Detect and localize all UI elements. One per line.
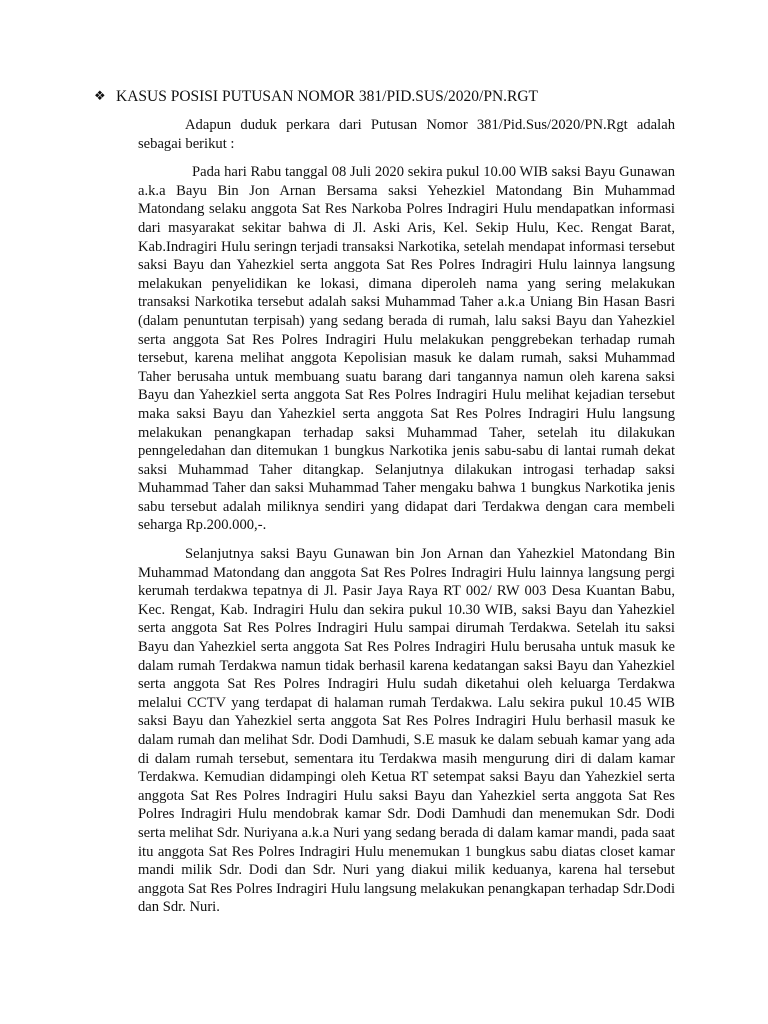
paragraph-intro: Adapun duduk perkara dari Putusan Nomor 381/Pid.Sus/2020/PN.Rgt adalah sebagai berikut : <box>138 117 675 152</box>
paragraph-first-event: Pada hari Rabu tanggal 08 Juli 2020 sekira pukul 10.00 WIB saksi Bayu Gunawan a.k.a Bayu Bin Jon Arnan Bersama saksi Yehezkiel Matondang Bin Muhammad Matondang selaku anggota Sat Res Narkoba Polres Indragiri Hulu mendapatkan informasi dari masyarakat sekitar bahwa di Jl. Aski Aris, Kel. Sekip Hulu, Kec. Rengat Barat, Kab.Indragiri Hulu seringn terjadi transaksi Narkotika, setelah mendapat informasi tersebut saksi Bayu dan Yahezkiel serta anggota Sat Res Polres Indragiri Hulu lainnya langsung melakukan penyelidikan ke lokasi, dimana diperoleh nama yang sering melakukan transaksi Narkotika tersebut adalah saksi Muhammad Taher a.k.a Uniang Bin Hasan Basri (dalam penuntutan terpisah) yang sedang berada di rumah, lalu saksi Bayu dan Yahezkiel serta anggota Sat Res Polres Indragiri Hulu melakukan penggrebekan terhadap rumah tersebut, karena melihat anggota Kepolisian masuk ke dalam rumah, saksi Muhammad Taher berusaha untuk membuang suatu barang dari tangannya namun oleh karena saksi Bayu dan Yahezkiel serta anggota Sat Res Polres Indragiri Hulu melihat kejadian tersebut maka saksi Bayu dan Yahezkiel serta anggota Sat Res Polres Indragiri Hulu langsung melakukan penangkapan terhadap saksi Muhammad Taher, setelah itu dilakukan penngeledahan dan ditemukan 1 bungkus Narkotika jenis sabu-sabu di lantai rumah dekat saksi Muhammad Taher ditangkap. Selanjutnya dilakukan introgasi terhadap saksi Muhammad Taher dan saksi Muhammad Taher mengaku bahwa 1 bungkus Narkotika jenis sabu tersebut adalah miliknya sendiri yang didapat dari Terdakwa dengan cara membeli seharga Rp.200.000,-. <box>138 164 675 534</box>
diamond-bullet-icon: ❖ <box>94 88 106 103</box>
paragraph-second-event: Selanjutnya saksi Bayu Gunawan bin Jon Arnan dan Yahezkiel Matondang Bin Muhammad Matondang dan anggota Sat Res Polres Indragiri Hulu lainnya langsung pergi kerumah terdakwa tepatnya di Jl. Pasir Jaya Raya RT 002/ RW 003 Desa Kuantan Babu, Kec. Rengat, Kab. Indragiri Hulu dan sekira pukul 10.30 WIB, saksi Bayu dan Yahezkiel serta anggota Sat Res Polres Indragiri Hulu sampai dirumah Terdakwa. Setelah itu saksi Bayu dan Yahezkiel serta anggota Sat Res Polres Indragiri Hulu berusaha untuk masuk ke dalam rumah Terdakwa namun tidak berhasil karena kedatangan saksi Bayu dan Yahezkiel serta anggota Sat Res Polres Indragiri Hulu sudah diketahui oleh keluarga Terdakwa melalui CCTV yang terdapat di halaman rumah Terdakwa. Lalu sekira pukul 10.45 WIB saksi Bayu dan Yahezkiel serta anggota Sat Res Polres Indragiri Hulu berhasil masuk ke dalam rumah dan melihat Sdr. Dodi Damhudi, S.E masuk ke dalam sebuah kamar yang ada di dalam rumah tersebut, sementara itu Terdakwa masih mengurung diri di dalam kamar Terdakwa. Kemudian didampingi oleh Ketua RT setempat saksi Bayu dan Yahezkiel serta anggota Sat Res Polres Indragiri Hulu saksi Bayu dan Yahezkiel serta anggota Sat Res Polres Indragiri Hulu mendobrak kamar Sdr. Dodi Damhudi dan menemukan Sdr. Dodi serta melihat Sdr. Nuriyana a.k.a Nuri yang sedang berada di dalam kamar mandi, pada saat itu anggota Sat Res Polres Indragiri Hulu menemukan 1 bungkus sabu diatas closet kamar mandi milik Sdr. Dodi dan Sdr. Nuri yang diakui milik keduanya, karena hal tersebut anggota Sat Res Polres Indragiri Hulu langsung melakukan penangkapan terhadap Sdr.Dodi dan Sdr. Nuri. <box>138 546 675 916</box>
document-body <box>138 116 675 917</box>
document-heading <box>94 86 694 107</box>
heading-text: KASUS POSISI PUTUSAN NOMOR 381/PID.SUS/2020/PN.RGT <box>116 88 539 105</box>
